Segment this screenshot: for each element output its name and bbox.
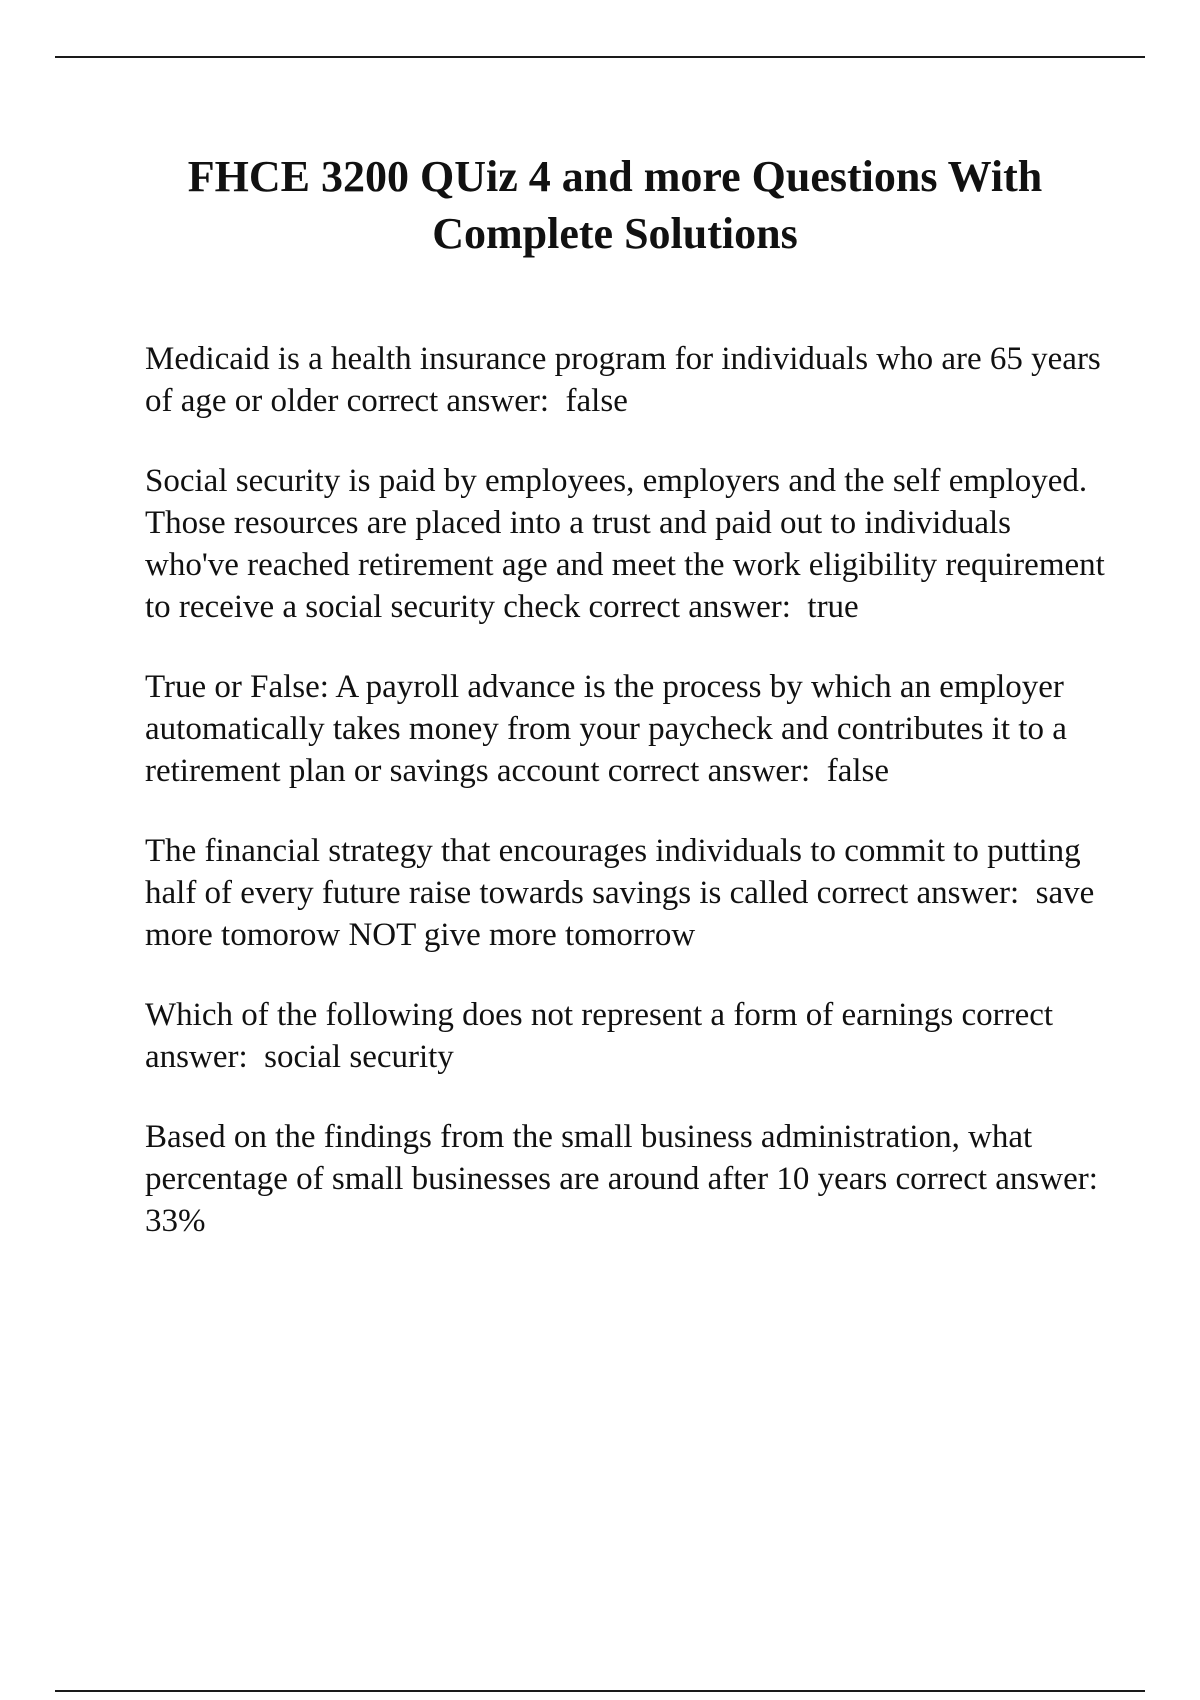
- question-list: [145, 338, 1115, 1280]
- question-item: Based on the findings from the small business administration, what percentage of small businesses are around after 10 years correct answer: 33%: [145, 1119, 1115, 1239]
- question-item: The financial strategy that encourages individuals to commit to putting half of every future raise towards savings is called correct answer: save more tomorow NOT give more tomorrow: [145, 833, 1103, 953]
- footer-rule: [55, 1690, 1145, 1692]
- header-rule: [55, 56, 1145, 58]
- question-item: True or False: A payroll advance is the process by which an employer automatically takes money from your paycheck and contributes it to a retirement plan or savings account correct answer: false: [145, 669, 1076, 789]
- document-title: FHCE 3200 QUiz 4 and more Questions With Complete Solutions: [187, 152, 1043, 258]
- question-item: Which of the following does not represent a form of earnings correct answer: social security: [145, 997, 1062, 1075]
- question-item: Social security is paid by employees, employers and the self employed. Those resources are placed into a trust and paid out to individuals who've reached retirement age and meet the work eligibility requirement to receive a social security check correct answer: true: [145, 463, 1114, 625]
- question-item: Medicaid is a health insurance program for individuals who are 65 years of age or older correct answer: false: [145, 341, 1110, 419]
